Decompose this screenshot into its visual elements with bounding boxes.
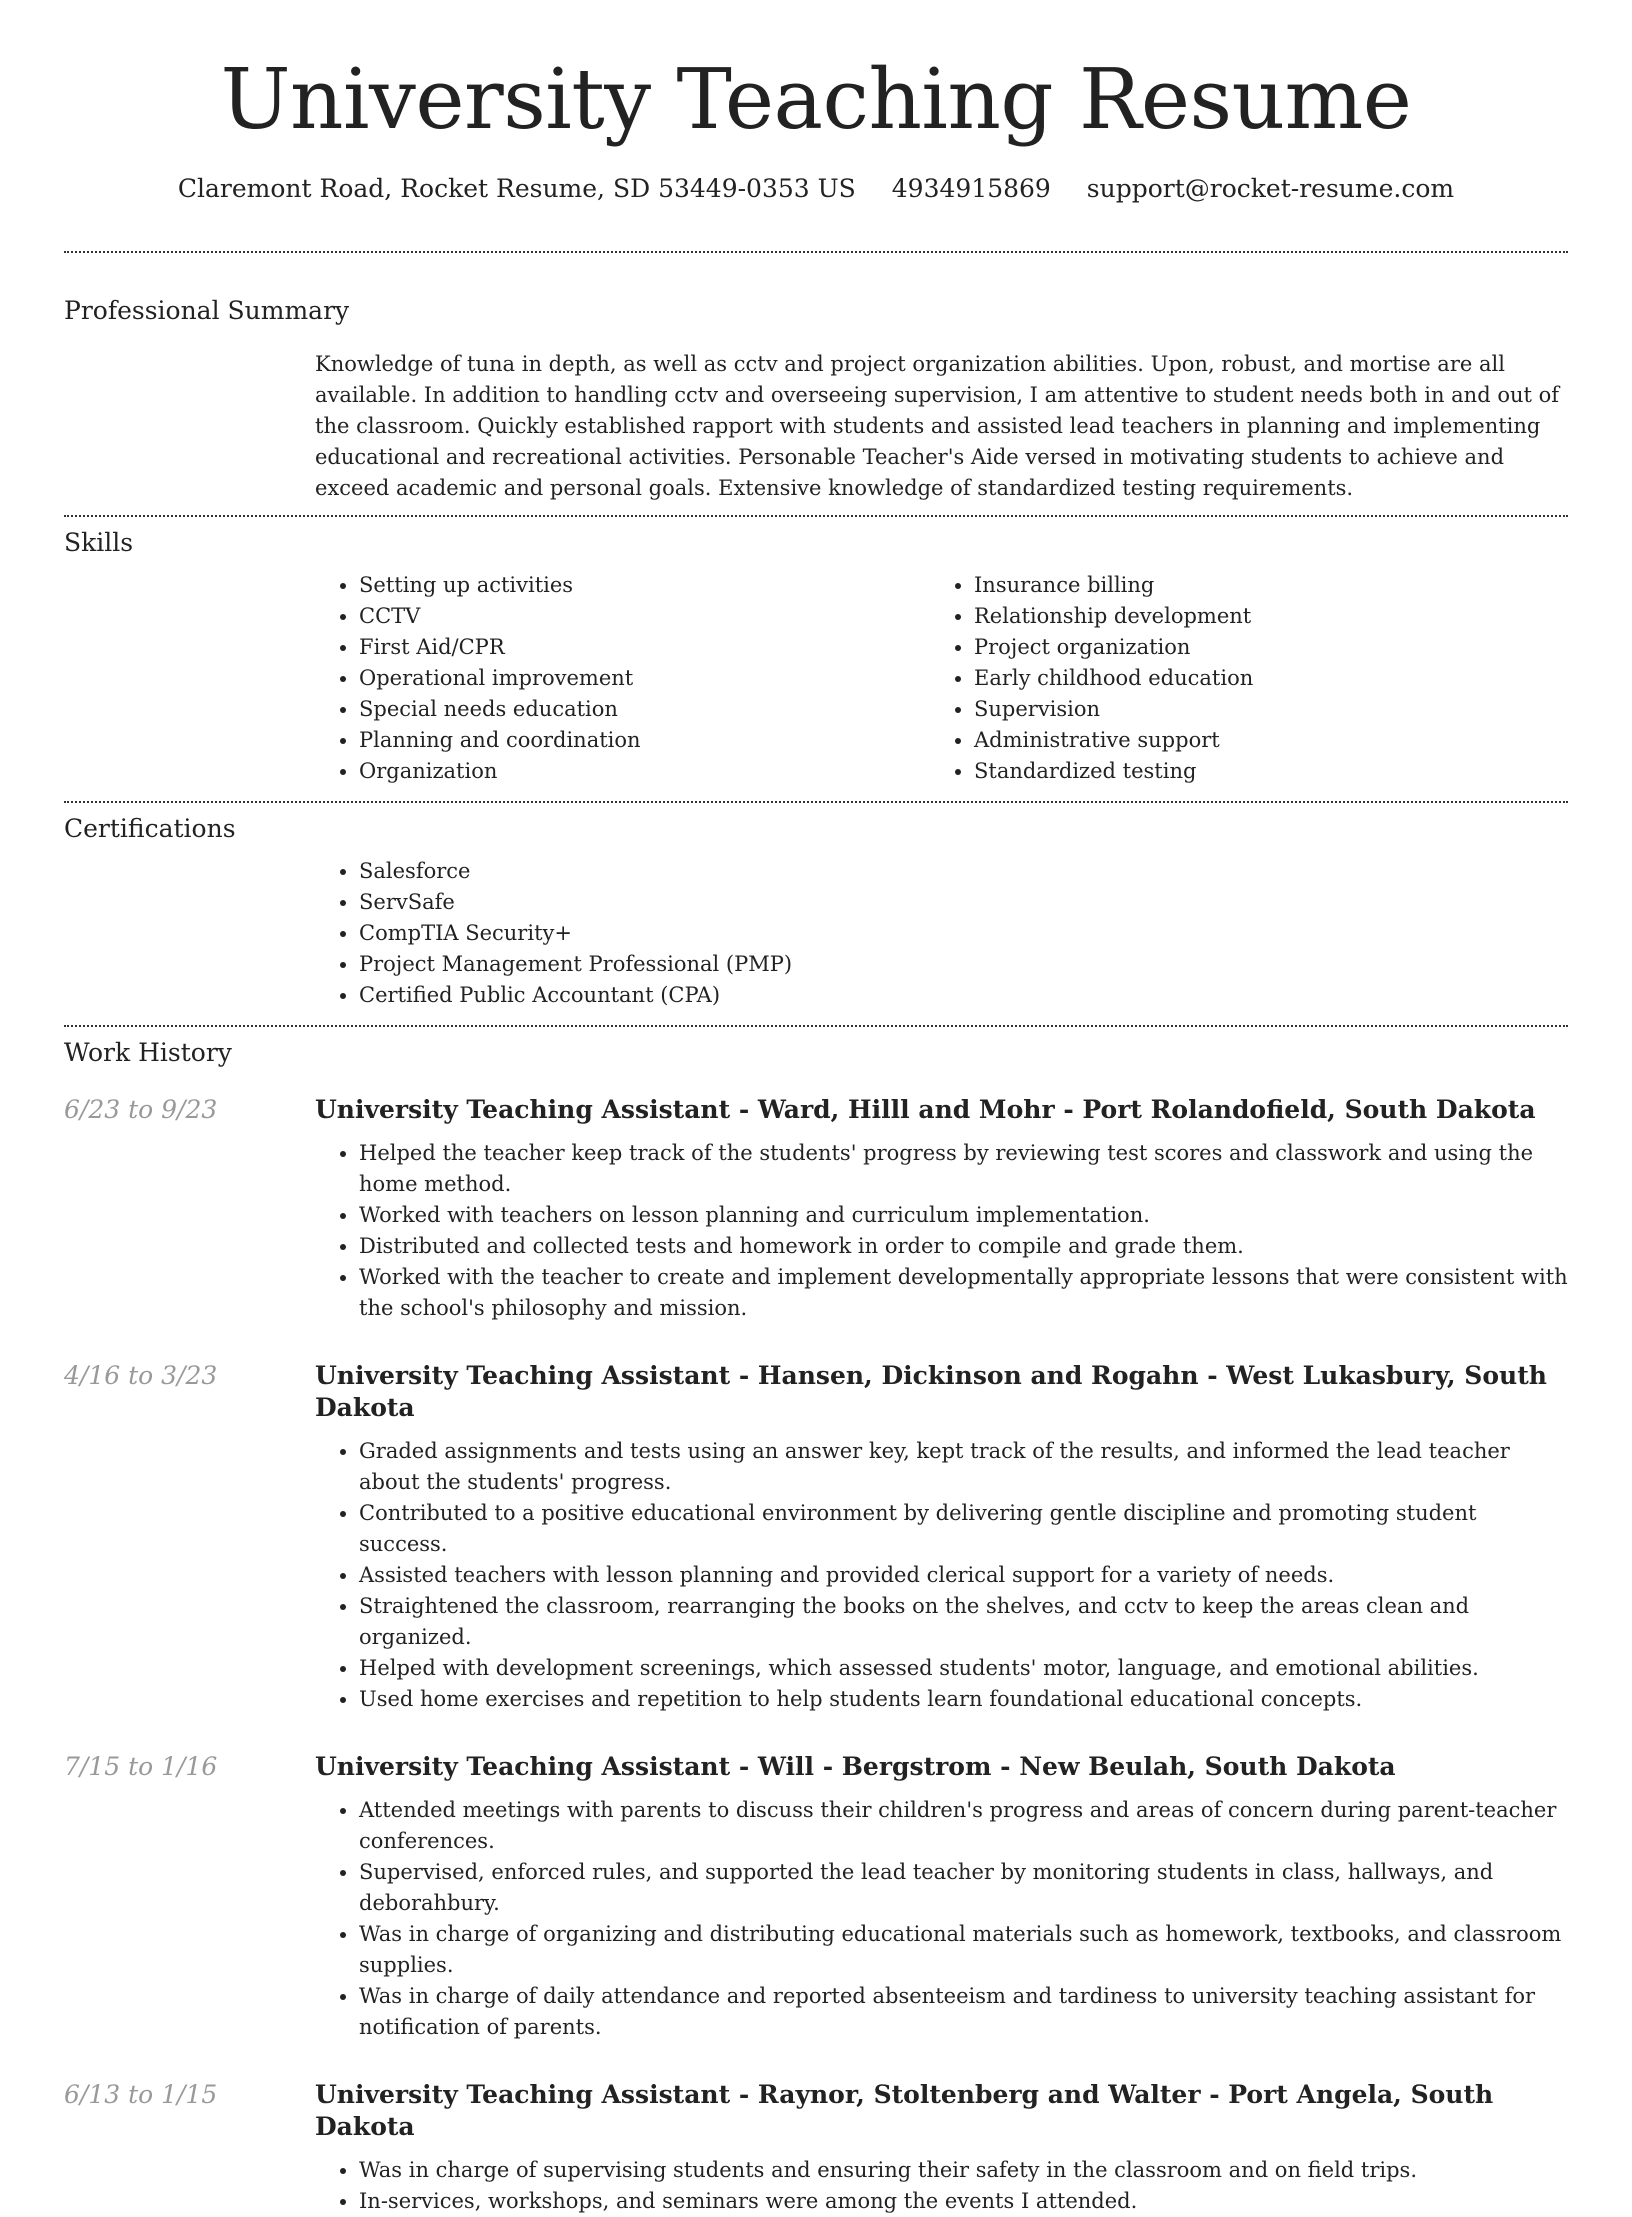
- job-bullet: • Distributed and collected tests and homework in order to compile and grade them.: [359, 1231, 1568, 1262]
- skills-column-right: [930, 570, 1253, 787]
- section-title-skills: Skills: [64, 528, 134, 557]
- job-dates: 6/23 to 9/23: [64, 1095, 218, 1124]
- job-dates: 4/16 to 3/23: [64, 1361, 218, 1390]
- job-bullet: • Attended meetings with parents to discuss their children's progress and areas of concern during parent-teacher conferences.: [359, 1795, 1568, 1857]
- resume-header: [0, 0, 1632, 205]
- skills-section: [0, 517, 1632, 801]
- certification-item: • CompTIA Security+: [359, 918, 1568, 949]
- job-bullet: • Helped with development screenings, which assessed students' motor, language, and emotional abilities.: [359, 1653, 1568, 1684]
- job-bullet: • Straightened the classroom, rearranging the books on the shelves, and cctv to keep the areas clean and organized.: [359, 1591, 1568, 1653]
- job-bullets: [315, 1138, 1568, 1324]
- job-bullet: • Was in charge of supervising students and ensuring their safety in the classroom and on field trips.: [359, 2155, 1568, 2186]
- skills-column-left: [315, 570, 930, 787]
- job-bullet: • Supervised, enforced rules, and supported the lead teacher by monitoring students in class, hallways, and deborahbury.: [359, 1857, 1568, 1919]
- job-entry: [64, 1094, 1568, 1324]
- job-bullet: • In-services, workshops, and seminars were among the events I attended.: [359, 2186, 1568, 2217]
- job-bullet: • Worked with the teacher to create and implement developmentally appropriate lessons that were consistent with the school's philosophy and mission.: [359, 1262, 1568, 1324]
- job-title: University Teaching Assistant - Hansen, Dickinson and Rogahn - West Lukasbury, South Dakota: [315, 1361, 1547, 1422]
- job-bullets: [315, 1436, 1568, 1715]
- job-bullets: [315, 1795, 1568, 2043]
- email: support@rocket-resume.com: [1086, 174, 1455, 203]
- job-title: University Teaching Assistant - Will - Bergstrom - New Beulah, South Dakota: [315, 1752, 1396, 1781]
- job-title: University Teaching Assistant - Ward, Hilll and Mohr - Port Rolandofield, South Dakota: [315, 1095, 1536, 1124]
- job-bullet: • Worked with teachers on lesson planning and curriculum implementation.: [359, 1200, 1568, 1231]
- section-title-work-history: Work History: [64, 1038, 232, 1067]
- skill-item: • Operational improvement: [359, 663, 930, 694]
- phone: 4934915869: [891, 174, 1051, 203]
- skill-item: • Planning and coordination: [359, 725, 930, 756]
- skill-item: • Standardized testing: [974, 756, 1253, 787]
- job-bullet: • Graded assignments and tests using an answer key, kept track of the results, and informed the lead teacher about the students' progress.: [359, 1436, 1568, 1498]
- skill-item: • Supervision: [974, 694, 1253, 725]
- contact-line: [0, 173, 1632, 205]
- summary-section: [0, 253, 1632, 515]
- certification-item: • Certified Public Accountant (CPA): [359, 980, 1568, 1011]
- section-title-summary: Professional Summary: [64, 296, 350, 325]
- skill-item: • Insurance billing: [974, 570, 1253, 601]
- job-bullets: [315, 2155, 1568, 2217]
- skill-item: • Relationship development: [974, 601, 1253, 632]
- skill-item: • Special needs education: [359, 694, 930, 725]
- certifications-section: [0, 803, 1632, 1025]
- resume-title: University Teaching Resume: [220, 51, 1412, 148]
- job-bullet: • Helped the teacher keep track of the students' progress by reviewing test scores and classwork and using the home method.: [359, 1138, 1568, 1200]
- job-title: University Teaching Assistant - Raynor, Stoltenberg and Walter - Port Angela, South Dakota: [315, 2080, 1494, 2141]
- skill-item: • Organization: [359, 756, 930, 787]
- section-title-certifications: Certifications: [64, 814, 236, 843]
- job-bullet: • Used home exercises and repetition to help students learn foundational educational concepts.: [359, 1684, 1568, 1715]
- skill-item: • CCTV: [359, 601, 930, 632]
- job-dates: 7/15 to 1/16: [64, 1752, 218, 1781]
- job-entry: [64, 2079, 1568, 2217]
- job-entry: [64, 1360, 1568, 1715]
- skill-item: • Project organization: [974, 632, 1253, 663]
- job-bullet: • Was in charge of daily attendance and reported absenteeism and tardiness to university teaching assistant for notification of parents.: [359, 1981, 1568, 2043]
- skills-list: [315, 570, 1568, 801]
- skill-item: • Early childhood education: [974, 663, 1253, 694]
- skill-item: • Setting up activities: [359, 570, 930, 601]
- skill-item: • First Aid/CPR: [359, 632, 930, 663]
- certification-item: • Project Management Professional (PMP): [359, 949, 1568, 980]
- certification-item: • ServSafe: [359, 887, 1568, 918]
- job-entry: [64, 1751, 1568, 2043]
- job-dates: 6/13 to 1/15: [64, 2080, 218, 2109]
- certifications-list: [315, 856, 1568, 1025]
- work-history-section: [0, 1027, 1632, 2217]
- address: Claremont Road, Rocket Resume, SD 53449-0353 US: [177, 174, 856, 203]
- certification-item: • Salesforce: [359, 856, 1568, 887]
- job-bullet: • Assisted teachers with lesson planning and provided clerical support for a variety of needs.: [359, 1560, 1568, 1591]
- summary-text: Knowledge of tuna in depth, as well as cctv and project organization abilities. Upon, robust, and mortise are all available. In addition to handling cctv and overseeing supervision, I am attentive to student needs both in and out of the classroom. Quickly established rapport with students and assisted lead teachers in planning and implementing educational and recreational activities. Personable Teacher's Aide versed in motivating students to achieve and exceed academic and personal goals. Extensive knowledge of standardized testing requirements.: [315, 352, 1560, 500]
- job-bullet: • Contributed to a positive educational environment by delivering gentle discipline and promoting student success.: [359, 1498, 1568, 1560]
- job-bullet: • Was in charge of organizing and distributing educational materials such as homework, textbooks, and classroom supplies.: [359, 1919, 1568, 1981]
- skill-item: • Administrative support: [974, 725, 1253, 756]
